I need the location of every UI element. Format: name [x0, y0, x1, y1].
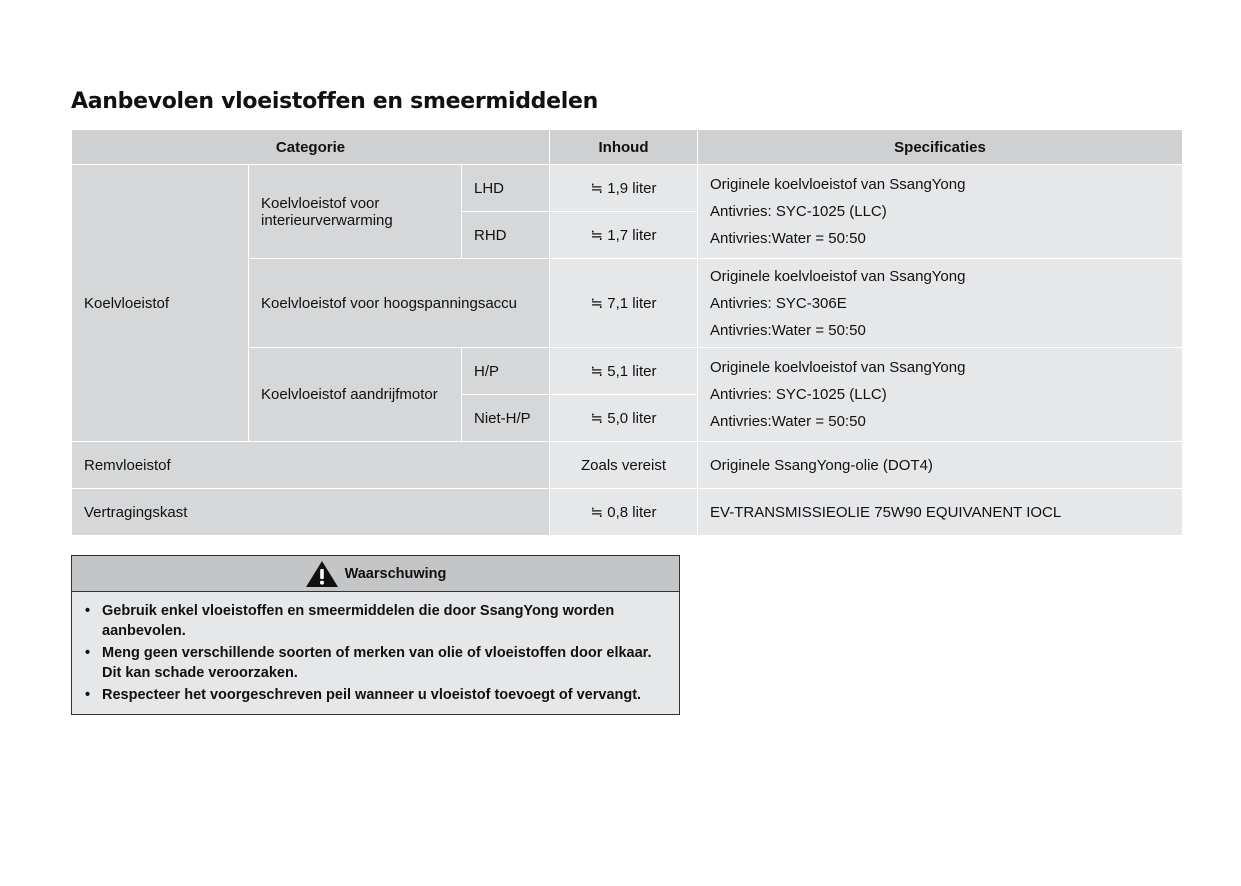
table-row — [72, 165, 1183, 212]
warning-line: • Meng geen verschillende soorten of merken van olie of vloeistoffen door elkaar. — [102, 645, 652, 661]
amount-battery: ≒ 7,1 liter — [550, 259, 698, 348]
spec-line: Antivries:Water = 50:50 — [710, 413, 866, 430]
spec-line: Originele koelvloeistof van SsangYong — [710, 267, 966, 285]
motor-coolant-label: Koelvloeistof aandrijfmotor — [249, 348, 462, 442]
battery-coolant-label: Koelvloeistof voor hoogspanningsaccu — [249, 259, 550, 348]
warning-box — [71, 555, 680, 715]
variant-hp: H/P — [462, 348, 550, 395]
brake-fluid-spec: Originele SsangYong-olie (DOT4) — [698, 442, 1183, 489]
variant-rhd: RHD — [462, 212, 550, 259]
spec-line: Antivries: SYC-306E — [710, 294, 847, 312]
page-title: Aanbevolen vloeistoffen en smeermiddelen — [71, 89, 598, 114]
spec-line: Antivries: SYC-1025 (LLC) — [710, 203, 887, 220]
table-row — [72, 442, 1183, 489]
warning-list — [72, 592, 679, 714]
spec-line: Antivries:Water = 50:50 — [710, 230, 866, 247]
header-category: Categorie — [72, 130, 550, 165]
amount-brake: Zoals vereist — [550, 442, 698, 489]
amount-gearbox: ≒ 0,8 liter — [550, 489, 698, 536]
fluids-table — [71, 129, 1183, 536]
amount-rhd: ≒ 1,7 liter — [550, 212, 698, 259]
spec-line: Originele koelvloeistof van SsangYong — [710, 176, 966, 193]
amount-lhd: ≒ 1,9 liter — [550, 165, 698, 212]
spec-line: Antivries:Water = 50:50 — [710, 321, 866, 339]
spec-line: Antivries: SYC-1025 (LLC) — [710, 386, 887, 403]
gearbox-spec: EV-TRANSMISSIEOLIE 75W90 EQUIVANENT IOCL — [698, 489, 1183, 536]
gearbox-label: Vertragingskast — [72, 489, 550, 536]
header-specs: Specificaties — [698, 130, 1183, 165]
amount-hp: ≒ 5,1 liter — [550, 348, 698, 395]
header-content: Inhoud — [550, 130, 698, 165]
warning-line: • Gebruik enkel vloeistoffen en smeermiddelen die door SsangYong worden — [102, 603, 615, 619]
table-row — [72, 489, 1183, 536]
warning-line: Dit kan schade veroorzaken. — [102, 665, 298, 681]
interior-coolant-label: Koelvloeistof voor interieurverwarming — [249, 165, 462, 259]
motor-coolant-specs — [698, 348, 1183, 442]
variant-non-hp: Niet-H/P — [462, 395, 550, 442]
amount-non-hp: ≒ 5,0 liter — [550, 395, 698, 442]
list-item — [102, 643, 665, 683]
warning-triangle-icon — [305, 560, 339, 588]
coolant-category: Koelvloeistof — [72, 165, 249, 442]
list-item — [102, 601, 665, 641]
table-header-row — [72, 130, 1183, 165]
warning-line: aanbevolen. — [102, 623, 186, 639]
brake-fluid-label: Remvloeistof — [72, 442, 550, 489]
variant-lhd: LHD — [462, 165, 550, 212]
list-item — [102, 685, 665, 705]
warning-header — [72, 556, 679, 592]
interior-coolant-specs — [698, 165, 1183, 259]
warning-title: Waarschuwing — [344, 565, 447, 582]
battery-coolant-specs — [698, 259, 1183, 348]
warning-line: • Respecteer het voorgeschreven peil wanneer u vloeistof toevoegt of vervangt. — [102, 687, 642, 703]
spec-line: Originele koelvloeistof van SsangYong — [710, 359, 966, 376]
